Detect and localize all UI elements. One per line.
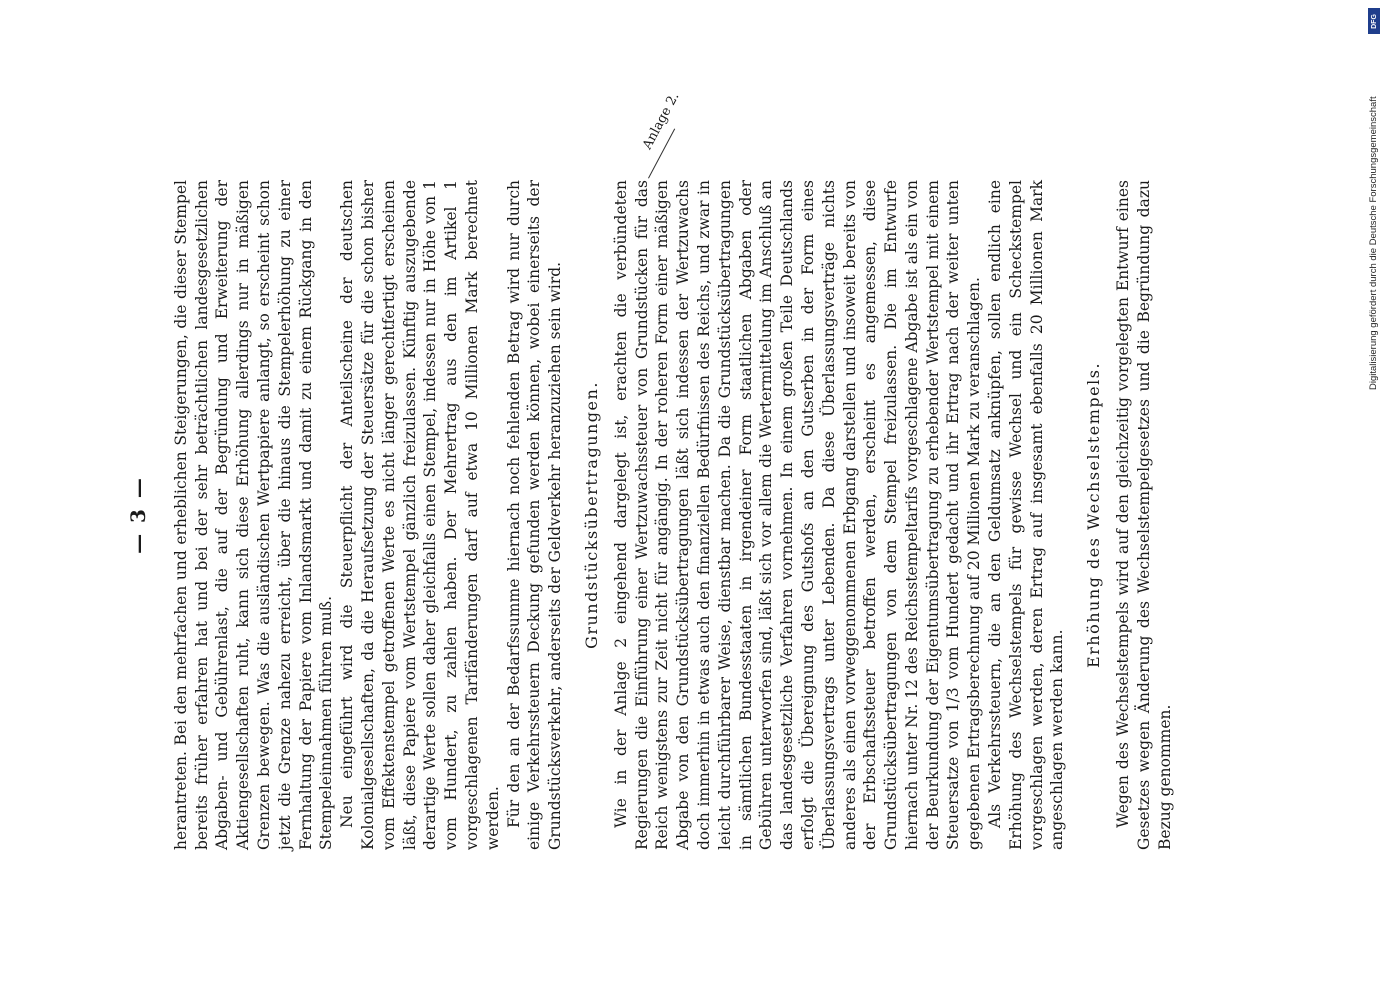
margin-note-anlage: Anlage 2. <box>640 90 683 153</box>
section-heading-wechselstempel: Erhöhung des Wechselstempels. <box>1084 361 1104 669</box>
paragraph-2: Neu eingeführt wird die Steuerpflicht der Anteilscheine der deutschen Kolonialgesellschaften, da die Heraufsetzung der Steuersätze für die schon bisher vom Effektenstempel getroffenen Werte es nicht länger gerechtfertigt erscheinen läßt, diese Papiere vom Wertstempel gänzlich freizulassen. Künftig auszugebende derartige Werte sollen daher gleichfalls einen Stempel, indessen nur in Höhe von 1 vom Hundert, zu zahlen haben. Der Mehrertrag aus den im Artikel 1 vorgeschlagenen Tarifänderungen darf auf etwa 10 Millionen Mark berechnet werden. <box>338 180 502 850</box>
page-number: — 3 — <box>126 476 150 554</box>
paragraph-4: Wie in der Anlage 2 eingehend dargelegt ist, erachten die verbündeten Regierungen die Einführung einer Wertzuwachssteuer von Grundstücken für das Reich wenigstens zur Zeit nicht für angängig. In der roheren Form einer mäßigen Abgabe von den Grundstücksübertragungen läßt sich indessen der Wertzuwachs doch immerhin in etwas auch den finanziellen Bedürfnissen des Reichs, und zwar in leicht durchführbarer Weise, dienstbar machen. Da die Grundstücksübertragungen in sämtlichen Bundesstaaten in irgendeiner Form staatlichen Abgaben oder Gebühren unterworfen sind, läßt sich vor allem die Wertermittelung im Anschluß an das landesgesetzliche Verfahren vornehmen. In einem großen Teile Deutschlands erfolgt die Übereignung des Gutshofs an den Gutserben in der Form eines Überlassungsvertrags unter Lebenden. Da diese Überlassungsverträge nichts anderes als einen vorweggenommenen Erbgang darstellen und insoweit bereits von der Erbschaftssteuer betroffen werden, erscheint es angemessen, diese Grundstücksübertragungen von dem Stempel freizulassen. Die im Entwurfe hiernach unter Nr. 12 des Reichsstempeltarifs vorgeschlagene Abgabe ist als ein von der Beurkundung der Eigentumsübertragung zu erhebender Wertstempel mit einem Steuersatze von 1/3 vom Hundert gedacht und ihr Ertrag nach der weiter unten gegebenen Ertragsberechnung auf 20 Millionen Mark zu veranschlagen. <box>611 180 984 850</box>
page-body <box>128 180 1175 850</box>
paragraph-5: Als Verkehrssteuern, die an den Geldumsatz anknüpfen, sollen endlich eine Erhöhung des Wechselstempels für gewisse Wechsel und ein Scheckstempel vorgeschlagen werden, deren Ertrag auf insgesamt ebenfalls 20 Millionen Mark angeschlagen werden kann. <box>986 180 1067 850</box>
paragraph-3: Für den an der Bedarfssumme hiernach noch fehlenden Betrag wird nur durch einige Verkehrssteuern Deckung gefunden werden können, wobei einerseits der Grundstücksverkehr, anderseits der Geldverkehr heranzuziehen sein wird. <box>504 180 565 850</box>
dfg-logo-text: DFG <box>1370 13 1378 29</box>
section-heading-grundstuecke: Grundstücksübertragungen. <box>581 381 601 649</box>
rotated-text-block <box>128 180 1248 850</box>
digitization-credit: Digitalisierung gefördert durch die Deutsche Forschungsgemeinschaft <box>1368 96 1379 390</box>
paragraph-1: herantreten. Bei den mehrfachen und erheblichen Steigerungen, die dieser Stempel bereits früher erfahren hat und bei der sehr beträchtlichen landesgesetzlichen Abgaben- und Gebührenlast, die auf der Begründung und Erweiterung der Aktiengesellschaften ruht, kann sich diese Erhöhung allerdings nur in mäßigen Grenzen bewegen. Was die ausländischen Wertpapiere anlangt, so erscheint schon jetzt die Grenze nahezu erreicht, über die hinaus die Stempelerhöhung zu einer Fernhaltung der Papiere vom Inlandsmarkt und damit zu einem Rückgang in den Stempeleinnahmen führen muß. <box>171 180 336 850</box>
paragraph-6: Wegen des Wechselstempels wird auf den gleichzeitig vorgelegten Entwurf eines Gesetzes wegen Änderung des Wechselstempelgesetzes und die Begründung dazu Bezug genommen. <box>1114 180 1174 850</box>
